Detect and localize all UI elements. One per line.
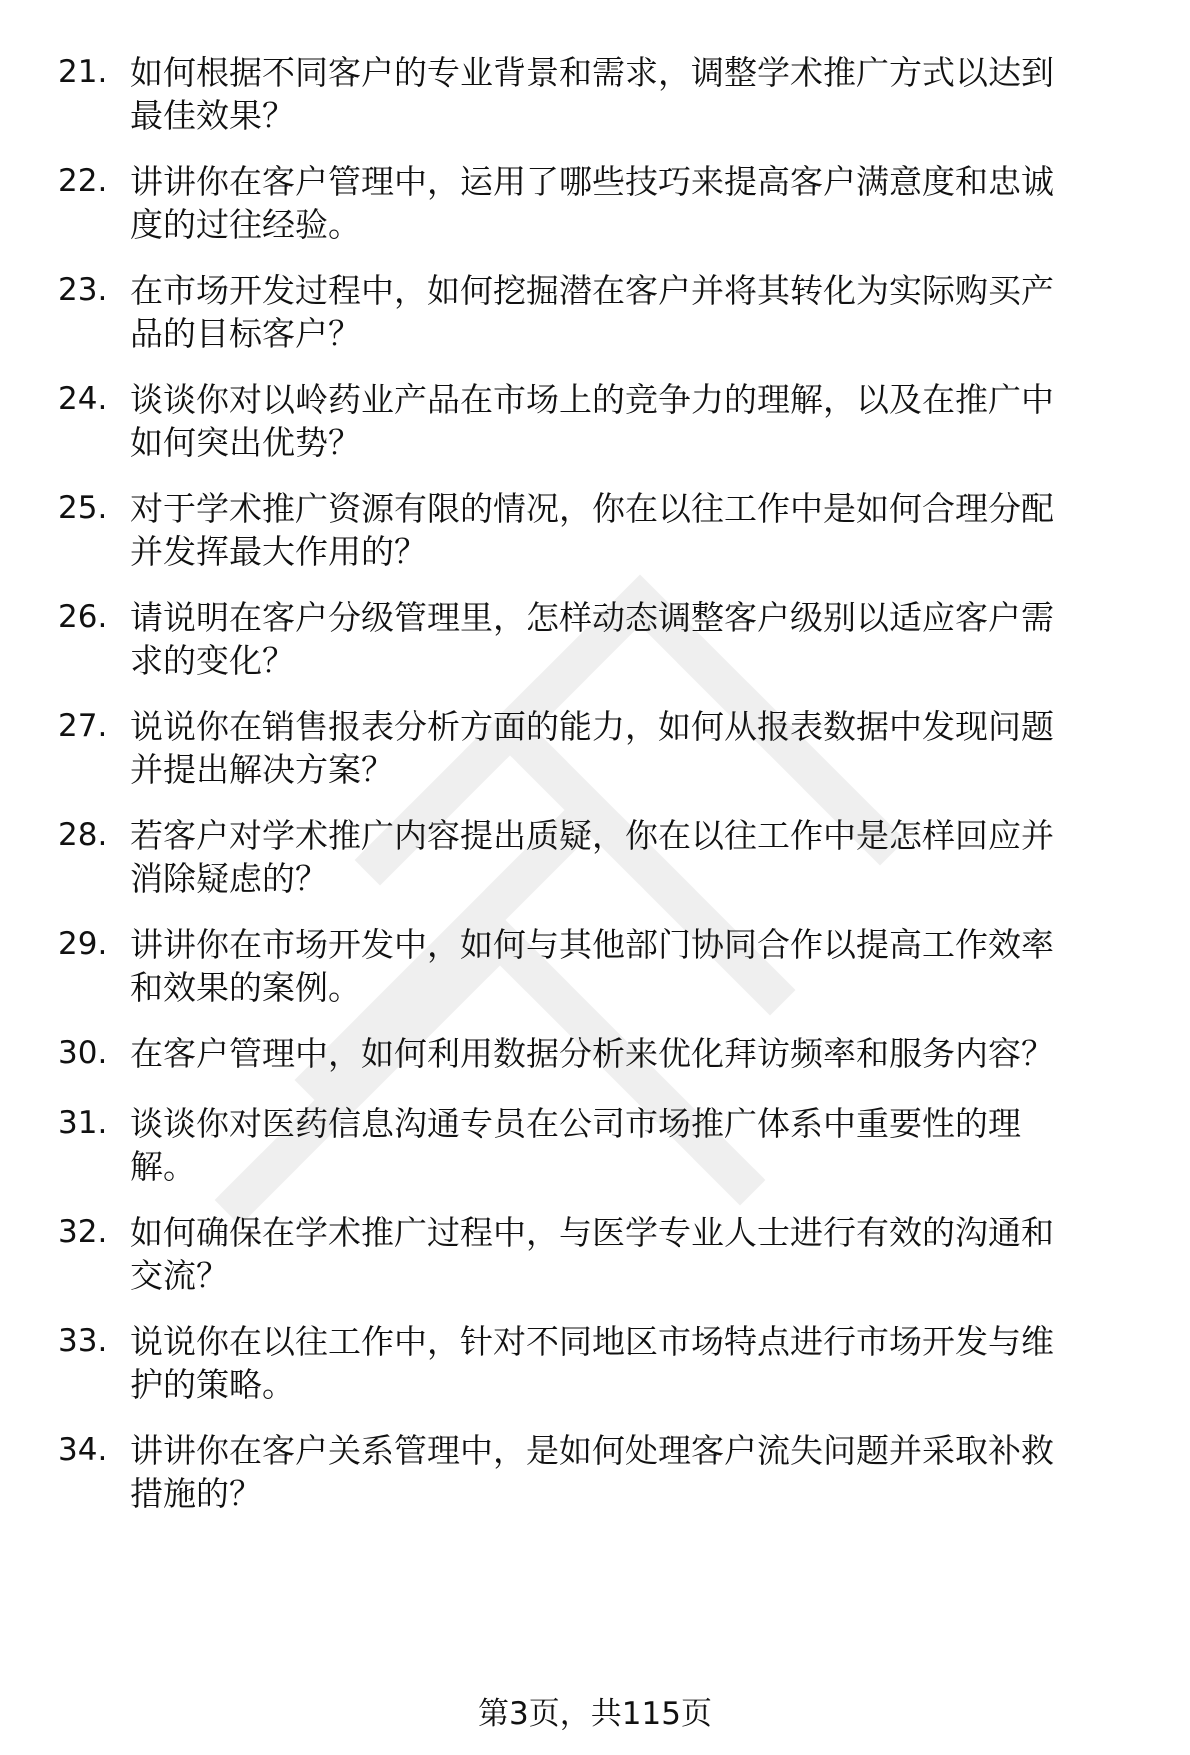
question-text: 如何根据不同客户的专业背景和需求，调整学术推广方式以达到 最佳效果？ <box>130 53 1054 135</box>
question-text: 在客户管理中，如何利用数据分析来优化拜访频率和服务内容？ <box>130 1034 1054 1073</box>
question-number: 25. <box>58 490 108 526</box>
question-number: 24. <box>58 381 108 417</box>
question-number: 29. <box>58 926 108 962</box>
page-footer: 第3页，共115页 <box>478 1696 712 1732</box>
question-number: 33. <box>58 1323 108 1359</box>
question-text: 若客户对学术推广内容提出质疑，你在以往工作中是怎样回应并 消除疑虑的？ <box>130 816 1054 898</box>
question-number: 27. <box>58 708 108 744</box>
question-text: 谈谈你对以岭药业产品在市场上的竞争力的理解，以及在推广中 如何突出优势？ <box>130 380 1054 462</box>
question-text: 讲讲你在市场开发中，如何与其他部门协同合作以提高工作效率 和效果的案例。 <box>130 925 1054 1007</box>
question-text: 说说你在以往工作中，针对不同地区市场特点进行市场开发与维 护的策略。 <box>130 1322 1054 1404</box>
question-text: 在市场开发过程中，如何挖掘潜在客户并将其转化为实际购买产 品的目标客户？ <box>130 271 1054 353</box>
question-text: 谈谈你对医药信息沟通专员在公司市场推广体系中重要性的理 解。 <box>130 1104 1021 1186</box>
question-number: 30. <box>58 1035 108 1071</box>
question-number: 32. <box>58 1214 108 1250</box>
question-number: 34. <box>58 1432 108 1468</box>
question-number: 23. <box>58 272 108 308</box>
question-text: 说说你在销售报表分析方面的能力，如何从报表数据中发现问题 并提出解决方案？ <box>130 707 1054 789</box>
question-number: 26. <box>58 599 108 635</box>
question-number: 31. <box>58 1105 108 1141</box>
question-number: 21. <box>58 54 108 90</box>
question-text: 讲讲你在客户关系管理中，是如何处理客户流失问题并采取补救 措施的？ <box>130 1431 1054 1513</box>
question-number: 22. <box>58 163 108 199</box>
question-text: 请说明在客户分级管理里，怎样动态调整客户级别以适应客户需 求的变化？ <box>130 598 1054 680</box>
question-number: 28. <box>58 817 108 853</box>
question-text: 如何确保在学术推广过程中，与医学专业人士进行有效的沟通和 交流？ <box>130 1213 1054 1295</box>
question-text: 对于学术推广资源有限的情况，你在以往工作中是如何合理分配 并发挥最大作用的？ <box>130 489 1054 571</box>
question-text: 讲讲你在客户管理中，运用了哪些技巧来提高客户满意度和忠诚 度的过往经验。 <box>130 162 1054 244</box>
